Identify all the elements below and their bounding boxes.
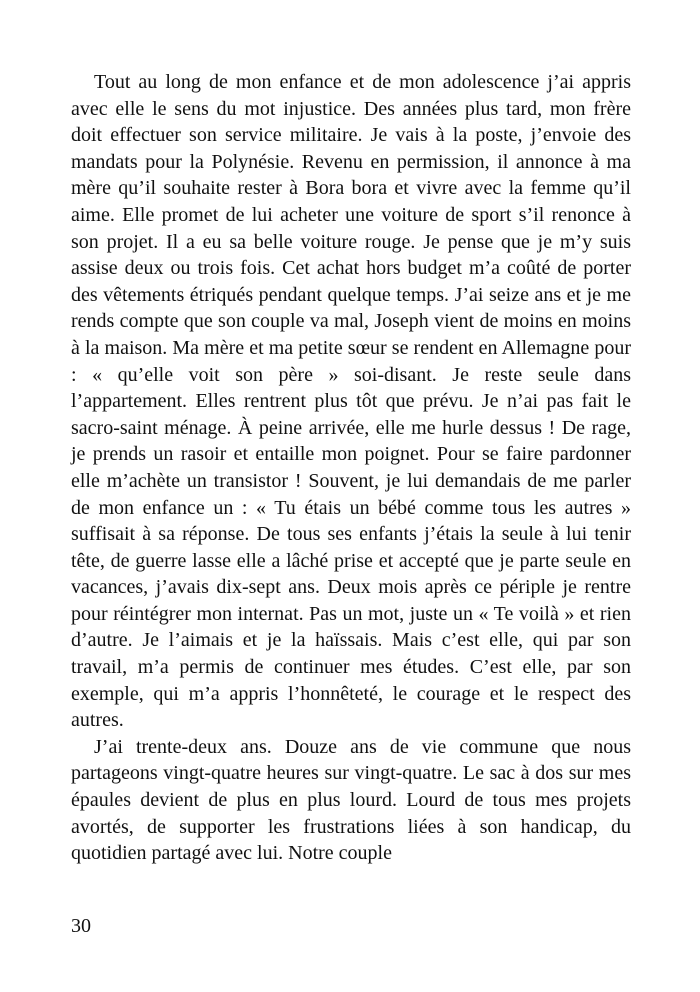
page-body [71,69,631,867]
paragraph-1: Tout au long de mon enfance et de mon adolescence j’ai appris avec elle le sens du mot injustice. Des années plus tard, mon frère doit effectuer son service militaire. Je vais à la poste, j’envoie des mandats pour la Polynésie. Revenu en permission, il annonce à ma mère qu’il souhaite rester à Bora bora et vivre avec la femme qu’il aime. Elle promet de lui acheter une voiture de sport s’il renonce à son projet. Il a eu sa belle voiture rouge. Je pense que je m’y suis assise deux ou trois fois. Cet achat hors budget m’a coûté de porter des vêtements étriqués pendant quelque temps. J’ai seize ans et je me rends compte que son couple va mal, Joseph vient de moins en moins à la maison. Ma mère et ma petite sœur se rendent en Allemagne pour : « qu’elle voit son père » soi-disant. Je reste seule dans l’appartement. Elles rentrent plus tôt que prévu. Je n’ai pas fait le sacro-saint ménage. À peine arrivée, elle me hurle dessus ! De rage, je prends un rasoir et entaille mon poignet. Pour se faire pardonner elle m’achète un transistor ! Souvent, je lui demandais de me parler de mon enfance un : « Tu étais un bébé comme tous les autres » suffisait à sa réponse. De tous ses enfants j’étais la seule à lui tenir tête, de guerre lasse elle a lâché prise et accepté que je parte seule en vacances, j’avais dix-sept ans. Deux mois après ce périple je rentre pour réintégrer mon internat. Pas un mot, juste un « Te voilà » et rien d’autre. Je l’aimais et je la haïssais. Mais c’est elle, qui par son travail, m’a permis de continuer mes études. C’est elle, par son exemple, qui m’a appris l’honnêteté, le courage et le respect des autres. [71,71,631,732]
page-number: 30 [71,915,91,937]
paragraph-2: J’ai trente-deux ans. Douze ans de vie commune que nous partageons vingt-quatre heures sur vingt-quatre. Le sac à dos sur mes épaules devient de plus en plus lourd. Lourd de tous mes projets avortés, de supporter les frustrations liées à son handicap, du quotidien partagé avec lui. Notre couple [71,735,631,865]
